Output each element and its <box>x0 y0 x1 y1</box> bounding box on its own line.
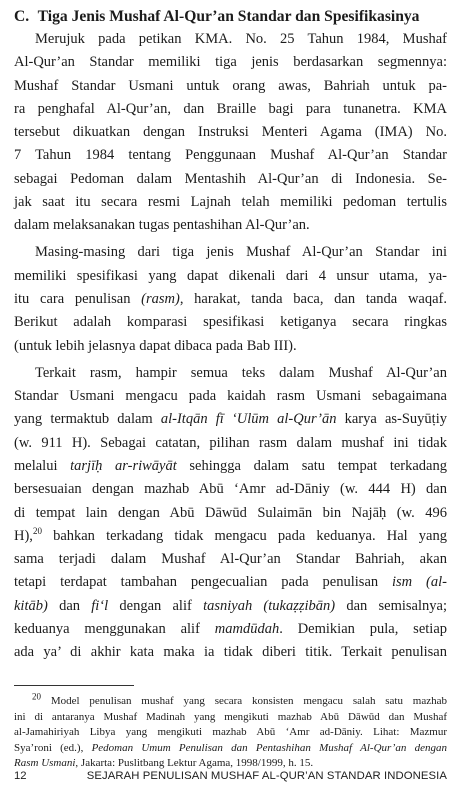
italic-term: al-Itqān fī ‘Ulūm al-Qur’ān <box>160 411 337 428</box>
text-line: (untuk lebih jelasnya dapat dibaca pada Bab III). <box>14 337 297 354</box>
footnote-line: Sya’roni (ed.), Pedoman Umum Penulisan dan Pentashihan Mushaf Al-Qur’an dengan <box>14 741 447 754</box>
italic-term: (rasm) <box>141 291 180 308</box>
text-line: Al-Qur’an Standar memiliki tiga jenis berdasarkan segmennya: <box>14 54 447 71</box>
italic-term: tasniyah (tukaẓẓibān) <box>203 597 336 614</box>
italic-term: mamdūdah <box>214 621 280 638</box>
text-line: Masing-masing dari tiga jenis Mushaf Al-Qur’an Standar ini <box>35 244 447 261</box>
paragraph-1 <box>14 28 447 238</box>
footnote-number: 20 <box>32 691 41 702</box>
footnote-divider <box>14 685 134 686</box>
text-line: ada ya’ di akhir kata maka ia tidak diberi titik. Terkait penulisan <box>14 644 447 661</box>
italic-term: ism (al- <box>392 574 447 591</box>
text-line: di tempat lain dengan Abū Dāwūd Sulaimān bin Najāḥ (w. 496 <box>14 504 447 521</box>
section-heading <box>14 7 454 27</box>
text-line: bersesuaian dengan mazhab Abū ‘Amr ad-Dāniy (w. 444 H) dan <box>14 481 447 498</box>
text-line: tersebut dikuatkan dengan Instruksi Menteri Agama (IMA) No. <box>14 124 447 141</box>
text-line: 7 Tahun 1984 tentang Penggunaan Mushaf Al-Qur’an Standar <box>14 147 447 164</box>
text-line: Merujuk pada petikan KMA. No. 25 Tahun 1984, Mushaf <box>35 31 447 47</box>
text-line: H),$^{20}$ bahkan terkadang tidak mengacu pada keduanya. Hal yang <box>14 526 447 544</box>
text-line: itu cara penulisan (rasm), harakat, tanda baca, dan tanda waqaf. <box>14 291 447 308</box>
paragraph-3 <box>14 362 447 665</box>
text-line: Mushaf Standar Usmani untuk orang awas, Bahriah untuk pa- <box>14 77 447 94</box>
text-line: melalui tarjīḥ ar-riwāyāt sehingga dalam satu tempat terkadang <box>14 457 447 474</box>
text-line: kitāb) dan fi‘l dengan alif tasniyah (tukaẓẓibān) dan semisalnya; <box>14 597 447 614</box>
text-line: dalam melaksanakan tugas pentashihan Al-Qur’an. <box>14 217 310 234</box>
page-footer <box>14 770 447 786</box>
footnote-line: $^{20}$ Model penulisan mushaf yang secara konsisten mengacu salah satu mazhab <box>32 691 447 707</box>
footnote-line: ini di antaranya Mushaf Madinah yang mengikuti mazhab Abū Dāwūd dan Mushaf <box>14 710 447 723</box>
text-line: memiliki spesifikasi yang dapat dikenali dari 4 unsur utama, ya- <box>14 267 447 284</box>
text-line: (w. 911 H). Sebagai catatan, pilihan rasm dalam mushaf ini tidak <box>14 434 447 451</box>
section-letter: C. <box>14 8 30 25</box>
footnote-line: al-Jamahiriyah Libya yang mengikuti mazhab Abū ‘Amr ad-Dāniy. Lihat: Mazmur <box>14 726 447 739</box>
text-line: jak saat itu secara resmi Lajnah telah memiliki pedoman tertulis <box>14 194 447 211</box>
section-title: Tiga Jenis Mushaf Al-Qur’an Standar dan Spesifikasinya <box>37 8 420 25</box>
page-number: 12 <box>14 770 27 782</box>
text-line: yang termaktub dalam al-Itqān fī ‘Ulūm al-Qur’ān karya as-Suyūṭiy <box>14 411 447 428</box>
running-head: SEJARAH PENULISAN MUSHAF AL-QUR’AN STANDAR INDONESIA <box>86 770 447 782</box>
text-line: Standar Usmani mengacu pada kaidah rasm Usmani sebagaimana <box>14 388 447 405</box>
text-line: Berikut adalah komparasi spesifikasi ketiganya secara ringkas <box>14 314 447 331</box>
text-line: Terkait rasm, hampir semua teks dalam Mushaf Al-Qur’an <box>35 364 447 381</box>
italic-title: Pedoman Umum Penulisan dan Pentashihan Mushaf Al-Qur’an dengan <box>91 741 447 754</box>
text-line: keduanya menggunakan alif mamdūdah. Demikian pula, setiap <box>14 621 448 638</box>
italic-title: Rasm Usmani <box>14 757 76 770</box>
footnote-ref: 20 <box>32 526 42 536</box>
italic-term: tarjīḥ ar-riwāyāt <box>70 457 177 474</box>
text-line: sebagai Pedoman dalam Mentashih Al-Qur’an di Indonesia. Se- <box>14 170 447 187</box>
text-line: ra penghafal Al-Qur’an, dan Braille bagi para tunanetra. KMA <box>14 100 447 117</box>
italic-term: fi‘l <box>91 597 109 614</box>
italic-term: kitāb) <box>14 597 48 614</box>
text-line: sama terjadi dalam Mushaf Al-Qur’an Standar Bahriah, akan <box>14 551 447 568</box>
footnote-line: Rasm Usmani, Jakarta: Puslitbang Lektur Agama, 1998/1999, h. 15. <box>14 757 314 770</box>
paragraph-2 <box>14 241 447 357</box>
body-text <box>14 28 447 665</box>
footnote <box>14 691 447 772</box>
text-line: tetapi terdapat tambahan pengecualian pada penulisan ism (al- <box>14 574 447 591</box>
